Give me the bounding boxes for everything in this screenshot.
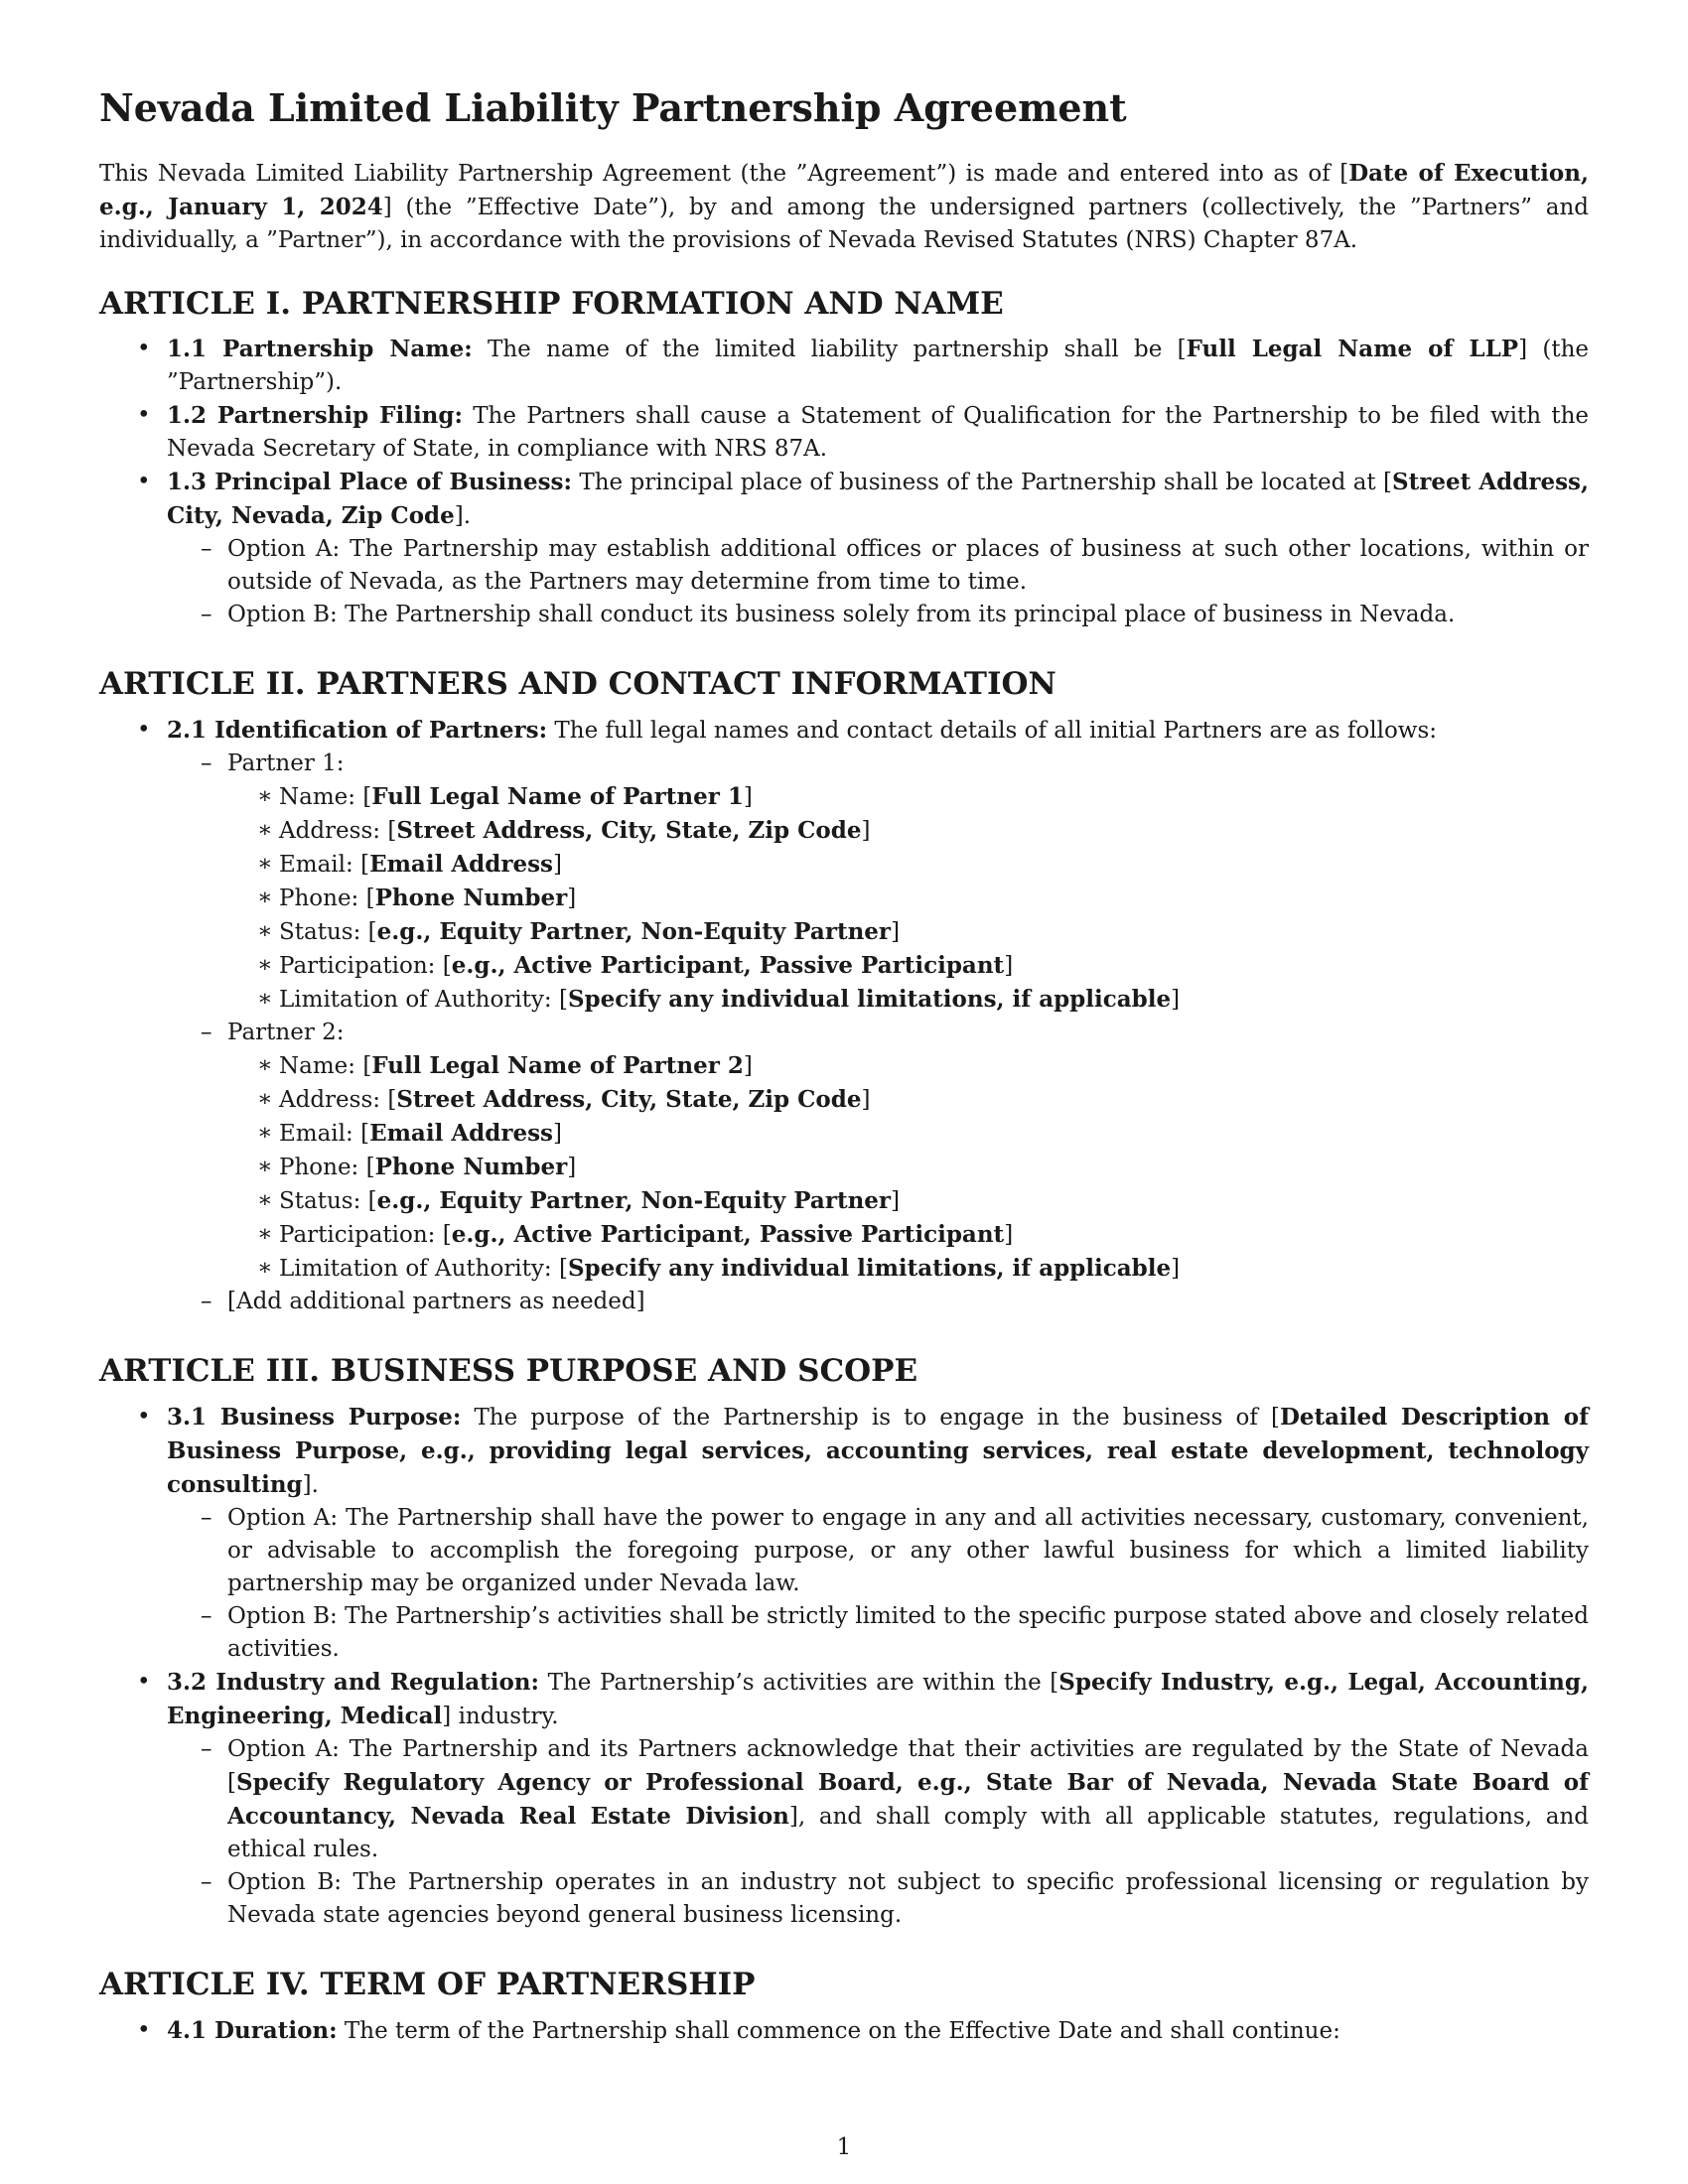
section-3-1-option-b: – Option B: The Partnership’s activities shall be strictly limited to the specific purpose stated above and closely related activities. [167,1600,1589,1666]
section-3-2-option-a: – Option A: The Partnership and its Partners acknowledge that their activities are regulated by the State of Nevada [Specify Regulatory Agency or Professional Board, e.g., State Bar of Nevada, Nevada State Board of Accountancy, Nevada Real Estate Division], and shall comply with all applicable statutes, regulations, and ethical rules. [167,1733,1589,1866]
partner-1-details [227,780,1589,1017]
article-1-heading: ARTICLE I. PARTNERSHIP FORMATION AND NAME [99,285,1004,322]
article-2 [99,665,1589,1318]
document-title: Nevada Limited Liability Partnership Agreement [99,85,1127,130]
partner-1-phone: ∗ Phone: [Phone Number] [227,882,1589,915]
section-3-1: • 3.1 Business Purpose: The purpose of the Partnership is to engage in the business of [Detailed Description of Business Purpose, e.g., providing legal services, accounting services, real estate development, technology consulting]. – Option A: The Partnership shall have the power to engage in any and all activities necessary, customary, convenient, or advisable to accomplish the foregoing purpose, or any other lawful business for which a limited liability partnership may be organized under Nevada law. – Option B: The Partnership’s activities shall be strictly limited to the specific purpose stated above and closely related activities. [99,1401,1589,1666]
section-1-2: • 1.2 Partnership Filing: The Partners shall cause a Statement of Qualification for the Partnership to be filed with the Nevada Secretary of State, in compliance with NRS 87A. [99,399,1589,466]
section-3-2-option-b: – Option B: The Partnership operates in an industry not subject to specific professional licensing or regulation by Nevada state agencies beyond general business licensing. [167,1866,1589,1932]
partner-1-address: ∗ Address: [Street Address, City, State, Zip Code] [227,814,1589,848]
partner-1-email: ∗ Email: [Email Address] [227,848,1589,882]
article-4-list [99,2014,1589,2048]
article-3-list [99,1401,1589,1932]
section-4-1: • 4.1 Duration: The term of the Partnership shall commence on the Effective Date and shall continue: [99,2014,1589,2048]
article-2-list [99,714,1589,1318]
article-2-heading: ARTICLE II. PARTNERS AND CONTACT INFORMATION [99,666,1056,703]
partner-2: – Partner 2: ∗ Name: [Full Legal Name of Partner 2] ∗ Address: [Street Address, City, State, Zip Code] ∗ Email: [Email Address] ∗ Phone: [Phone Number] ∗ Status: [e.g., Equity Partner, Non-Equity Partner] ∗ Participation: [e.g., Active Participant, Passive Participant] ∗ Limitation of Authority: [Specify any individual limitations, if applicable] [167,1017,1589,1286]
intro-paragraph: This Nevada Limited Liability Partnership Agreement (the ”Agreement”) is made and entered into as of [Date of Execution, e.g., January 1, 2024] (the ”Effective Date”), by and among the undersigned partners (collectively, the ”Partners” and individually, a ”Partner”), in accordance with the provisions of Nevada Revised Statutes (NRS) Chapter 87A. [99,159,1589,253]
partner-2-participation: ∗ Participation: [e.g., Active Participant, Passive Participant] [227,1218,1589,1252]
partner-1-status: ∗ Status: [e.g., Equity Partner, Non-Equity Partner] [227,915,1589,949]
partner-2-address: ∗ Address: [Street Address, City, State, Zip Code] [227,1083,1589,1117]
section-3-1-options [167,1502,1589,1666]
partner-2-name: ∗ Name: [Full Legal Name of Partner 2] [227,1049,1589,1083]
partner-1-limitation: ∗ Limitation of Authority: [Specify any individual limitations, if applicable] [227,983,1589,1017]
article-1-list [99,333,1589,631]
page-number: 1 [836,2134,852,2160]
article-1 [99,285,1589,632]
article-4 [99,1966,1589,2048]
partner-1-participation: ∗ Participation: [e.g., Active Participant, Passive Participant] [227,949,1589,983]
section-3-2-options [167,1733,1589,1932]
partner-2-limitation: ∗ Limitation of Authority: [Specify any individual limitations, if applicable] [227,1252,1589,1286]
article-3 [99,1352,1589,1932]
section-1-3: • 1.3 Principal Place of Business: The principal place of business of the Partnership shall be located at [Street Address, City, Nevada, Zip Code]. – Option A: The Partnership may establish additional offices or places of business at such other locations, within or outside of Nevada, as the Partners may determine from time to time. – Option B: The Partnership shall conduct its business solely from its principal place of business in Nevada. [99,466,1589,631]
partner-1-name: ∗ Name: [Full Legal Name of Partner 1] [227,780,1589,814]
section-1-3-option-a: – Option A: The Partnership may establish additional offices or places of business at such other locations, within or outside of Nevada, as the Partners may determine from time to time. [167,533,1589,599]
partner-2-details [227,1049,1589,1286]
document-body [99,85,1589,2082]
partner-1: – Partner 1: ∗ Name: [Full Legal Name of Partner 1] ∗ Address: [Street Address, City, State, Zip Code] ∗ Email: [Email Address] ∗ Phone: [Phone Number] ∗ Status: [e.g., Equity Partner, Non-Equity Partner] ∗ Participation: [e.g., Active Participant, Passive Participant] ∗ Limitation of Authority: [Specify any individual limitations, if applicable] [167,748,1589,1017]
section-2-1: • 2.1 Identification of Partners: The full legal names and contact details of all initial Partners are as follows: – Partner 1: ∗ Name: [Full Legal Name of Partner 1] ∗ Address: [Street Address, City, State, Zip Code] ∗ Email: [Email Address] ∗ Phone: [Phone Number] ∗ Status: [e.g., Equity Partner, Non-Equity Partner] ∗ Participation: [e.g., Active Participant, Passive Participant] ∗ Limitation of Authority: [Specify any individual limitations, if applicable] – Partner 2: ∗ Name: [Full Legal Name of Partner 2] ∗ Address: [Street Address, City, State, Zip Code] ∗ Email: [Email Address] ∗ Phone: [Phone Number] ∗ Status: [e.g., Equity Partner, Non-Equity Partner] ∗ Participation: [e.g., Active Participant, Passive Participant] ∗ Limitation of Authority: [Specify any individual limitations, if applicable] – [Add additional partners as needed] [99,714,1589,1318]
partners-list [167,748,1589,1318]
section-1-3-option-b: – Option B: The Partnership shall conduct its business solely from its principal place of business in Nevada. [167,599,1589,631]
section-3-1-option-a: – Option A: The Partnership shall have the power to engage in any and all activities necessary, customary, convenient, or advisable to accomplish the foregoing purpose, or any other lawful business for which a limited liability partnership may be organized under Nevada law. [167,1502,1589,1600]
article-3-heading: ARTICLE III. BUSINESS PURPOSE AND SCOPE [99,1353,918,1390]
article-4-heading: ARTICLE IV. TERM OF PARTNERSHIP [99,1966,756,2002]
partner-2-status: ∗ Status: [e.g., Equity Partner, Non-Equity Partner] [227,1184,1589,1218]
section-1-1: • 1.1 Partnership Name: The name of the limited liability partnership shall be [Full Legal Name of LLP] (the ”Partnership”). [99,333,1589,399]
add-partners-note: – [Add additional partners as needed] [167,1286,1589,1318]
section-3-2: • 3.2 Industry and Regulation: The Partnership’s activities are within the [Specify Industry, e.g., Legal, Accounting, Engineering, Medical] industry. – Option A: The Partnership and its Partners acknowledge that their activities are regulated by the State of Nevada [Specify Regulatory Agency or Professional Board, e.g., State Bar of Nevada, Nevada State Board of Accountancy, Nevada Real Estate Division], and shall comply with all applicable statutes, regulations, and ethical rules. – Option B: The Partnership operates in an industry not subject to specific professional licensing or regulation by Nevada state agencies beyond general business licensing. [99,1666,1589,1932]
section-1-3-options [167,533,1589,631]
partner-2-email: ∗ Email: [Email Address] [227,1117,1589,1151]
partner-2-phone: ∗ Phone: [Phone Number] [227,1151,1589,1184]
